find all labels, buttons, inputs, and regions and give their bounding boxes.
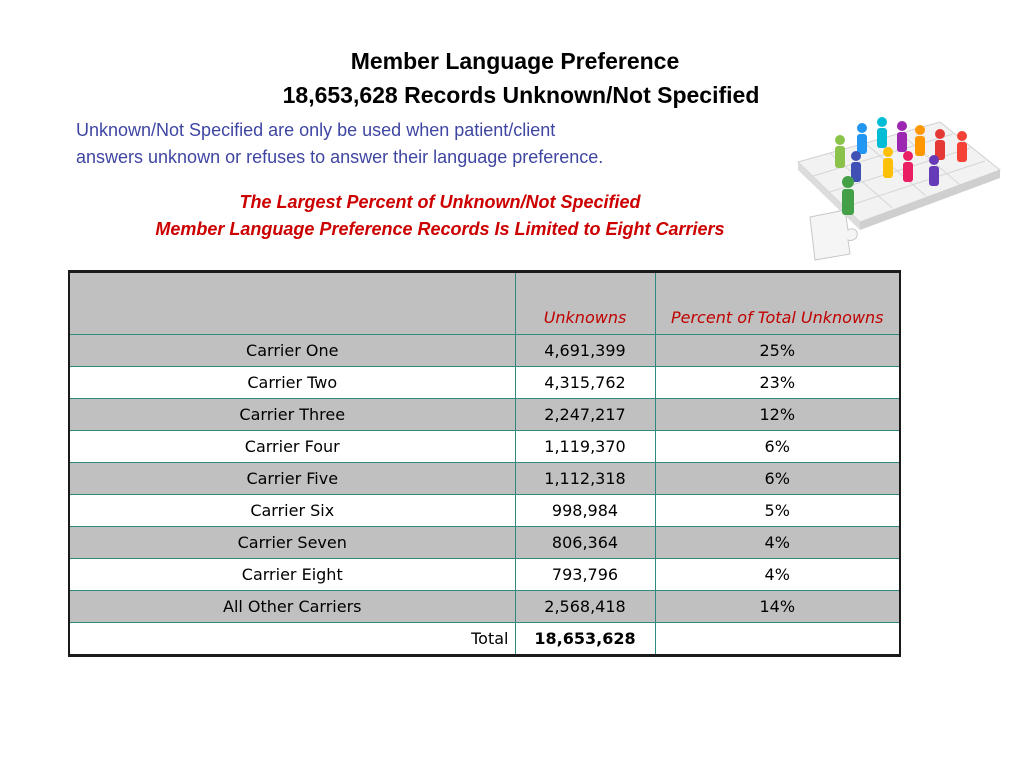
- total-label: Total: [69, 623, 515, 656]
- percent-value: 25%: [655, 335, 900, 367]
- unknowns-value: 2,568,418: [515, 591, 655, 623]
- table-row: [69, 399, 900, 431]
- carrier-name: All Other Carriers: [69, 591, 515, 623]
- table-row: [69, 367, 900, 399]
- percent-value: 4%: [655, 527, 900, 559]
- unknowns-value: 1,112,318: [515, 463, 655, 495]
- percent-value: 14%: [655, 591, 900, 623]
- table-row: [69, 591, 900, 623]
- carrier-name: Carrier Five: [69, 463, 515, 495]
- unknowns-value: 1,119,370: [515, 431, 655, 463]
- unknowns-value: 806,364: [515, 527, 655, 559]
- percent-value: 4%: [655, 559, 900, 591]
- percent-value: 23%: [655, 367, 900, 399]
- table-row: [69, 527, 900, 559]
- unknowns-value: 998,984: [515, 495, 655, 527]
- carrier-table: [68, 270, 901, 657]
- total-percent-empty: [655, 623, 900, 656]
- unknowns-value: 4,691,399: [515, 335, 655, 367]
- percent-value: 6%: [655, 431, 900, 463]
- header-carrier: [69, 272, 515, 335]
- table-row: [69, 335, 900, 367]
- people-puzzle-illustration: [790, 112, 1002, 262]
- carrier-name: Carrier Four: [69, 431, 515, 463]
- carrier-name: Carrier Eight: [69, 559, 515, 591]
- emphasis-line-1: The Largest Percent of Unknown/Not Specified: [239, 192, 641, 212]
- carrier-name: Carrier Seven: [69, 527, 515, 559]
- page-title: Member Language Preference: [350, 48, 680, 74]
- unknowns-value: 4,315,762: [515, 367, 655, 399]
- table-row: [69, 431, 900, 463]
- carrier-name: Carrier Three: [69, 399, 515, 431]
- carrier-name: Carrier Six: [69, 495, 515, 527]
- page-subtitle: 18,653,628 Records Unknown/Not Specified: [282, 82, 760, 108]
- carrier-name: Carrier Two: [69, 367, 515, 399]
- unknowns-value: 793,796: [515, 559, 655, 591]
- percent-value: 12%: [655, 399, 900, 431]
- note-line-1: Unknown/Not Specified are only be used when patient/client: [76, 120, 556, 140]
- carrier-name: Carrier One: [69, 335, 515, 367]
- percent-value: 5%: [655, 495, 900, 527]
- percent-value: 6%: [655, 463, 900, 495]
- note-line-2: answers unknown or refuses to answer their language preference.: [76, 147, 604, 167]
- unknowns-value: 2,247,217: [515, 399, 655, 431]
- table-header-row: [69, 272, 900, 335]
- header-percent: Percent of Total Unknowns: [655, 272, 900, 335]
- emphasis-line-2: Member Language Preference Records Is Limited to Eight Carriers: [155, 219, 725, 239]
- total-value: 18,653,628: [515, 623, 655, 656]
- table-row: [69, 495, 900, 527]
- header-unknowns: Unknowns: [515, 272, 655, 335]
- table-row: [69, 463, 900, 495]
- total-row: [69, 623, 900, 656]
- table-row: [69, 559, 900, 591]
